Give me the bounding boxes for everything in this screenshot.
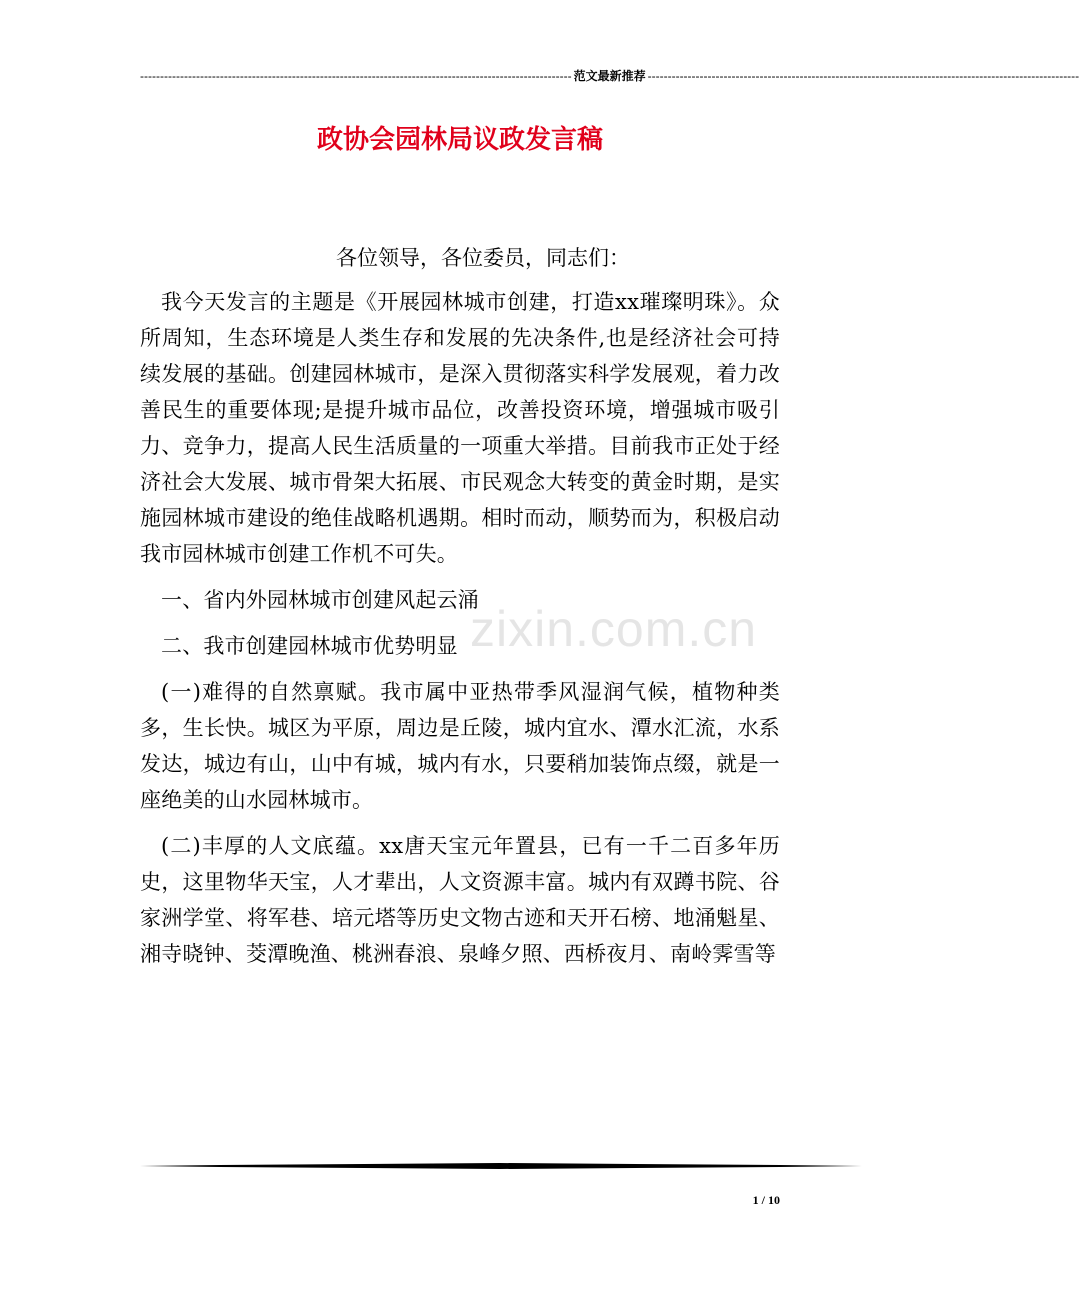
- header-label: 范文最新推荐: [573, 69, 646, 83]
- footer-rule: [140, 1162, 862, 1170]
- page-number: 1 / 10: [752, 1193, 780, 1207]
- paragraph-intro: 我今天发言的主题是《开展园林城市创建，打造xx璀璨明珠》。众所周知，生态环境是人类生存和发展的先决条件,也是经济社会可持续发展的基础。创建园林城市，是深入贯彻落实科学发展观，着力改善民生的重要体现;是提升城市品位，改善投资环境，增强城市吸引力、竞争力，提高人民生活质量的一项重大举措。目前我市正处于经济社会大发展、城市骨架大拓展、市民观念大转变的黄金时期，是实施园林城市建设的绝佳战略机遇期。相时而动，顺势而为，积极启动我市园林城市创建工作机不可失。: [140, 290, 780, 566]
- paragraph-natural: (一)难得的自然禀赋。我市属中亚热带季风湿润气候，植物种类多，生长快。城区为平原，周边是丘陵，城内宜水、潭水汇流，水系发达，城边有山，山中有城，城内有水，只要稍加装饰点缀，就是一座绝美的山水园林城市。: [140, 680, 780, 812]
- section-heading-1: 一、省内外园林城市创建风起云涌: [161, 588, 479, 612]
- watermark: zixin.com.cn: [470, 601, 758, 657]
- paragraph-cultural: (二)丰厚的人文底蕴。xx唐天宝元年置县，已有一千二百多年历史，这里物华天宝，人才辈出，人文资源丰富。城内有双蹲书院、谷家洲学堂、将军巷、培元塔等历史文物古迹和天开石榜、地涌魁星、湘寺晓钟、茭潭晚渔、桃洲春浪、泉峰夕照、西桥夜月、南岭霁雪等: [140, 834, 780, 966]
- document-body: [140, 240, 780, 982]
- header-dashes-left: ------------------------------------------------------------------------------------------------------------: [140, 69, 572, 83]
- header-dashes-right: ------------------------------------------------------------------------------------------------------------: [647, 69, 1079, 83]
- document-title: 政协会园林局议政发言稿: [316, 125, 603, 155]
- section-heading-2: 二、我市创建园林城市优势明显: [161, 634, 458, 658]
- header-line: [140, 68, 1079, 84]
- salutation: 各位领导，各位委员，同志们：: [336, 246, 630, 270]
